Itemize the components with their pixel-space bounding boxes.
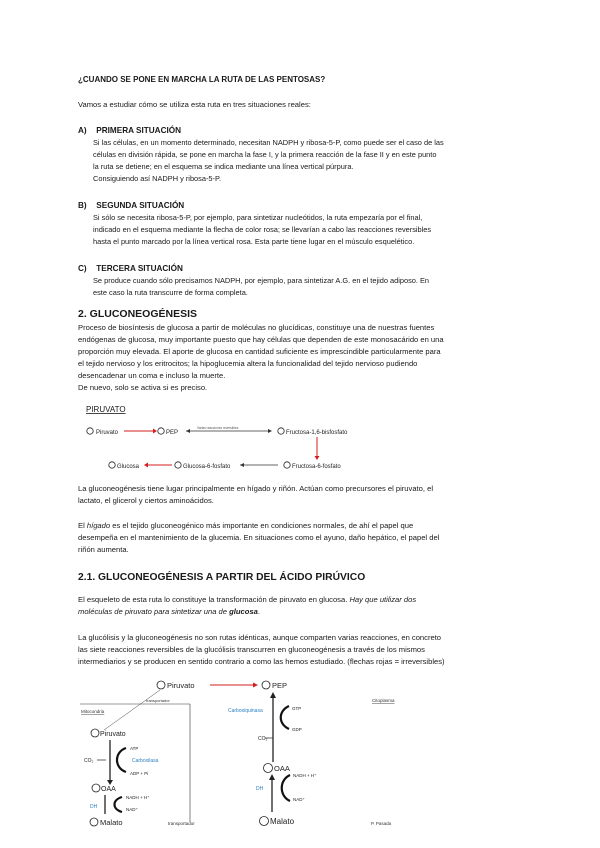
co2-cyto-label: CO₂ (258, 736, 268, 742)
text-line: este caso la ruta transcurre de forma completa. (93, 288, 248, 297)
text-span: El esqueleto de esta ruta lo constituye la transformación de piruvato en glucosa. (78, 595, 350, 604)
cofactor-curve (281, 706, 289, 729)
dh-cyto-label: DH (256, 786, 264, 792)
text-span: El (78, 521, 87, 530)
text-span: . (257, 607, 260, 616)
fructosa-6-fosfato-label: Fructosa-6-fosfato (292, 464, 341, 470)
text-line: endógenas de glucosa, muy importante puesto que hay células que dependen de este monosacárido en una (78, 335, 444, 344)
molecule-count-marker (90, 818, 98, 826)
text-line: desencadenar un coma e incluso la muerte. (78, 371, 226, 380)
text-line: Consiguiendo así NADPH y ribosa-5-P. (93, 174, 222, 183)
situation-title: TERCERA SITUACIÓN (96, 264, 183, 273)
text-line: La gluconeogénesis tiene lugar principalmente en hígado y riñón. Actúan como precursores el piruvato, el (78, 484, 434, 493)
text-line: la ruta se detiene; en el esquema se indica mediante una línea vertical púrpura. (93, 162, 354, 171)
text-line: el tejido nervioso y los eritrocitos; la hipoglucemia altera la funcionalidad del tejido nervioso pudiendo (78, 359, 418, 368)
co2-mito-label: CO₂ (84, 758, 94, 764)
section-2-title: 2. GLUCONEOGÉNESIS (78, 308, 198, 320)
nad-cyto-label: NAD⁺ (293, 797, 305, 802)
nadh-cyto-label: NADH + H⁺ (293, 773, 317, 778)
text-line: riñón aumenta. (78, 545, 129, 554)
cofactor-curve (282, 775, 290, 801)
text-line: De nuevo, solo se activa si es preciso. (78, 383, 208, 392)
molecule-count-marker (92, 784, 100, 792)
situation-letter: C) (78, 264, 87, 273)
nadh-mito-label: NADH + H⁺ (126, 795, 150, 800)
text-line: células en división rápida, se pone en marcha la fase I, y la primera reacción de la fase II y en este punto (93, 150, 437, 159)
glucosa-6-fosfato-label: Glucosa-6-fosfato (183, 464, 231, 470)
molecule-count-marker (260, 817, 269, 826)
pasada-label: P. Pasada (371, 821, 392, 826)
malato-mito-label: Malato (100, 818, 123, 827)
text-line: hasta el punto marcado por la línea vertical rosa. Esta parte tiene lugar en el músculo esquelético. (93, 237, 415, 246)
text-line: Si sólo se necesita ribosa-5-P, por ejemplo, para sintetizar nucleótidos, la ruta empezaría por el final, (93, 213, 423, 222)
molecule-count-marker (91, 729, 99, 737)
situation-title: PRIMERA SITUACIÓN (96, 126, 182, 135)
arrowhead (107, 780, 113, 785)
text-line: La glucólisis y la gluconeogénesis no son rutas idénticas, aunque comparten varias reacciones, en concreto (78, 633, 442, 642)
mitocondria-label: Mitocondria (81, 709, 105, 714)
piruvato-top-label: Piruvato (167, 681, 195, 690)
citoplasma-label: Citoplasma (372, 698, 395, 703)
pep-label: PEP (166, 430, 179, 436)
text-line: lactato, el glicerol y ciertos aminoácidos. (78, 496, 214, 505)
adp-label: ADP + Pi (130, 771, 149, 776)
text-line: desempeña en el mantenimiento de la glucemia. En situaciones como el ayuno, daño hepático, el papel del (78, 533, 440, 542)
oaa-mito-label: OAA (101, 786, 116, 793)
atp-label: ATP (130, 746, 139, 751)
emphasis-text: glucosa (229, 607, 258, 616)
text-line: Se produce cuando sólo precisamos NADPH, por ejemplo, para sintetizar A.G. en el tejido adiposo. En (93, 276, 430, 285)
molecule-count-marker (264, 764, 273, 773)
molecule-count-marker (262, 681, 270, 689)
question-heading: ¿CUANDO SE PONE EN MARCHA LA RUTA DE LAS PENTOSAS? (78, 75, 326, 84)
situation-letter: B) (78, 201, 87, 210)
intro-text: Vamos a estudiar cómo se utiliza esta ruta en tres situaciones reales: (78, 100, 311, 109)
situation-letter: A) (78, 126, 87, 135)
reversible-note: Varias reacciones reversibles (197, 426, 239, 430)
dh-mito-label: DH (90, 804, 98, 810)
gtp-label: GTP (292, 706, 302, 711)
arrowhead (269, 774, 275, 780)
text-line: indicado en el esquema mediante la flecha de color rosa; se llevarían a cabo las reacciones reversibles (93, 225, 432, 234)
transporter-label: transportador (146, 698, 170, 703)
text-span: es el tejido gluconeogénico más importante en condiciones normales, de ahí el papel que (110, 521, 414, 530)
molecule-count-marker (157, 681, 165, 689)
gdp-label: GDP (292, 727, 302, 732)
section-2-1-title: 2.1. GLUCONEOGÉNESIS A PARTIR DEL ÁCIDO PIRÚVICO (78, 572, 366, 583)
enzyme-label: Carboxilasa (132, 758, 159, 764)
glucosa-label: Glucosa (117, 464, 140, 470)
transporter-bottom-label: transportador (168, 821, 195, 826)
arrowhead (253, 683, 258, 688)
piruvato-mito-label: Piruvato (100, 731, 126, 738)
emphasis-text: Hay que utilizar dos (349, 595, 417, 604)
pep-top-label: PEP (272, 681, 288, 690)
situation-title: SEGUNDA SITUACIÓN (96, 201, 185, 210)
text-line: intermediarios y se producen en sentido contrario a como las hemos estudiado. (flechas rojas = irreversibles) (78, 657, 445, 666)
diagram-heading: PIRUVATO (86, 405, 126, 414)
malato-cyto-label: Malato (270, 817, 295, 826)
carboxiquinasa-label: Carboxiquinasa (228, 708, 263, 714)
text-line: Si las células, en un momento determinado, necesitan NADPH y ribosa-5-P, como puede ser el caso de las (93, 138, 444, 147)
text-line: proporción muy elevada. El aporte de glucosa en cantidad suficiente es imprescindible particularmente para (78, 347, 441, 356)
cofactor-curve (117, 748, 126, 772)
arrowhead (270, 692, 276, 698)
cofactor-curve (115, 797, 123, 812)
text-line: Proceso de biosíntesis de glucosa a partir de moléculas no glucídicas, constituye una de nuestras fuentes (78, 323, 435, 332)
transport-arrow (104, 690, 160, 730)
emphasis-text: hígado (86, 521, 111, 530)
piruvato-label: Piruvato (96, 430, 119, 436)
oaa-cyto-label: OAA (274, 764, 290, 773)
fructosa-bisfosfato-label: Fructosa-1,6-bisfosfato (286, 430, 348, 436)
nad-mito-label: NAD⁺ (126, 807, 138, 812)
emphasis-text: moléculas de piruvato para sintetizar una de (78, 607, 230, 616)
text-line: las siete reacciones reversibles de la glucólisis transcurren en gluconeogénesis a través de los mismos (78, 645, 425, 654)
